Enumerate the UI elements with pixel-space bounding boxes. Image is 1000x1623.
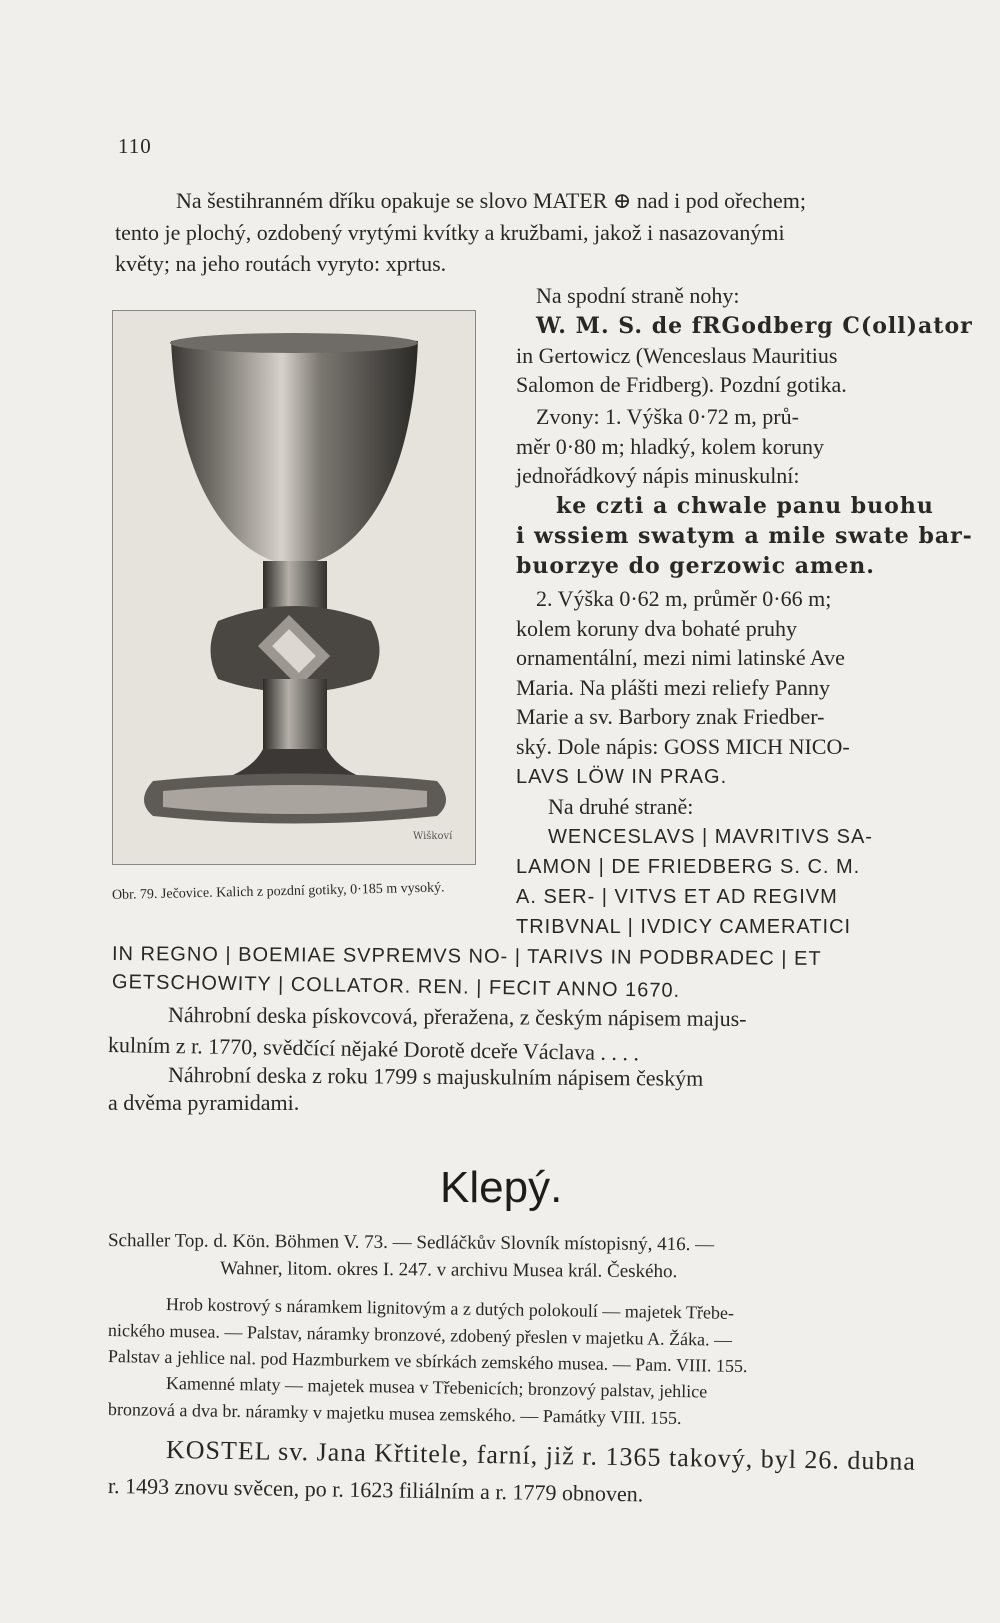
text-line: LAVS LÖW IN PRAG. (516, 766, 728, 788)
text-line (166, 1436, 916, 1477)
text-line: in Gertowicz (Wenceslaus Mauritius (516, 343, 838, 368)
text-line: IN REGNO | BOEMIAE SVPREMVS NO- | TARIVS IN PODBRADEC | ET (111, 943, 822, 970)
small-text-line: Palstav a jehlice nal. pod Hazmburkem ve sbírkách zemského musea. — Pam. VIII. 155. (107, 1346, 748, 1377)
kostel-paragraph-line: KOSTEL sv. Jana Křtitele, farní, již r. 1365 takový, byl 26. dubna (165, 1435, 917, 1476)
text-line: WENCESLAVS | MAVRITIVS SA- (548, 826, 873, 848)
text-line: měr 0·80 m; hladký, kolem koruny (516, 434, 824, 459)
small-text-line: bronzová a dva br. náramky v majetku musea zemského. — Památky VIII. 155. (107, 1399, 682, 1429)
text-line: 2. Výška 0·62 m, průměr 0·66 m; (536, 586, 832, 611)
text-line: Na spodní straně nohy: (536, 283, 740, 308)
chalice-photo (112, 310, 476, 865)
small-text-line: nického musea. — Palstav, náramky bronzové, zdobený přeslen v majetku A. Žáka. — (107, 1320, 733, 1350)
text-line: Marie a sv. Barbory znak Friedber- (516, 704, 825, 729)
text-line: Maria. Na plášti mezi reliefy Panny (516, 675, 831, 700)
figure-caption: Obr. 79. Ječovice. Kalich z pozdní gotiky, 0·185 m vysoký. (111, 880, 445, 903)
text-line: kulním z r. 1770, svědčící nějaké Dorotě dceře Václava . . . . (107, 1032, 640, 1066)
text-line: Na šestihranném dříku opakuje se slovo MATER ⊕ nad i pod ořechem; (176, 188, 807, 213)
small-text-line: Hrob kostrový s náramkem lignitovým a z dutých polokoulí — majetek Třebe- (165, 1294, 735, 1323)
text-line: Salomon de Fridberg). Pozdní gotika. (516, 372, 847, 397)
text-line: ský. Dole nápis: GOSS MICH NICO- (516, 734, 850, 759)
text-line: jednořádkový nápis minuskulní: (516, 463, 800, 488)
text-line: r. 1493 znovu svěcen, po r. 1623 filiálním a r. 1779 obnoven. (107, 1473, 644, 1507)
photo-signature: Wiškoví (413, 831, 453, 842)
page-number: 110 (118, 134, 152, 158)
text-line: Náhrobní deska z roku 1799 s majuskulním nápisem českým (167, 1062, 704, 1091)
reference-line: Wahner, litom. okres I. 247. v archivu Musea král. Českého. (219, 1258, 678, 1283)
text-line: ornamentální, mezi nimi latinské Ave (516, 645, 845, 670)
text-line: GETSCHOWITY | COLLATOR. REN. | FECIT ANNO 1670. (111, 971, 681, 1002)
text-line: A. SER- | VITVS ET AD REGIVM (516, 886, 838, 908)
text-line: i wssiem swatym a mile swate bar- (516, 523, 973, 549)
text-line: Zvony: 1. Výška 0·72 m, prů- (536, 404, 799, 429)
section-title: Klepý. (440, 1163, 563, 1212)
text-line: tento je plochý, ozdobený vrytými kvítky a kružbami, jakož i nasazovanými (115, 220, 785, 245)
text-line: Náhrobní deska pískovcová, přeražena, z českým nápisem majus- (167, 1002, 747, 1032)
small-text-line: Kamenné mlaty — majetek musea v Třebenicích; bronzový palstav, jehlice (165, 1373, 708, 1402)
chalice-illustration (113, 311, 475, 864)
text-line: Na druhé straně: (548, 794, 694, 819)
text-line: LAMON | DE FRIEDBERG S. C. M. (516, 856, 861, 878)
text-line: a dvěma pyramidami. (108, 1090, 300, 1115)
text-line: kolem koruny dva bohaté pruhy (516, 616, 798, 641)
text-line: W. M. S. de fRGodberg C(oll)ator (536, 313, 973, 339)
text-line: buorzye do gerzowic amen. (516, 553, 875, 579)
text-line: ke czti a chwale panu buohu (556, 493, 934, 519)
text-line: květy; na jeho routách vyryto: xprtus. (115, 251, 447, 276)
text-line: TRIBVNAL | IVDICY CAMERATICI (516, 916, 852, 938)
reference-line: Schaller Top. d. Kön. Böhmen V. 73. — Sedláčkův Slovník místopisný, 416. — (107, 1230, 715, 1256)
